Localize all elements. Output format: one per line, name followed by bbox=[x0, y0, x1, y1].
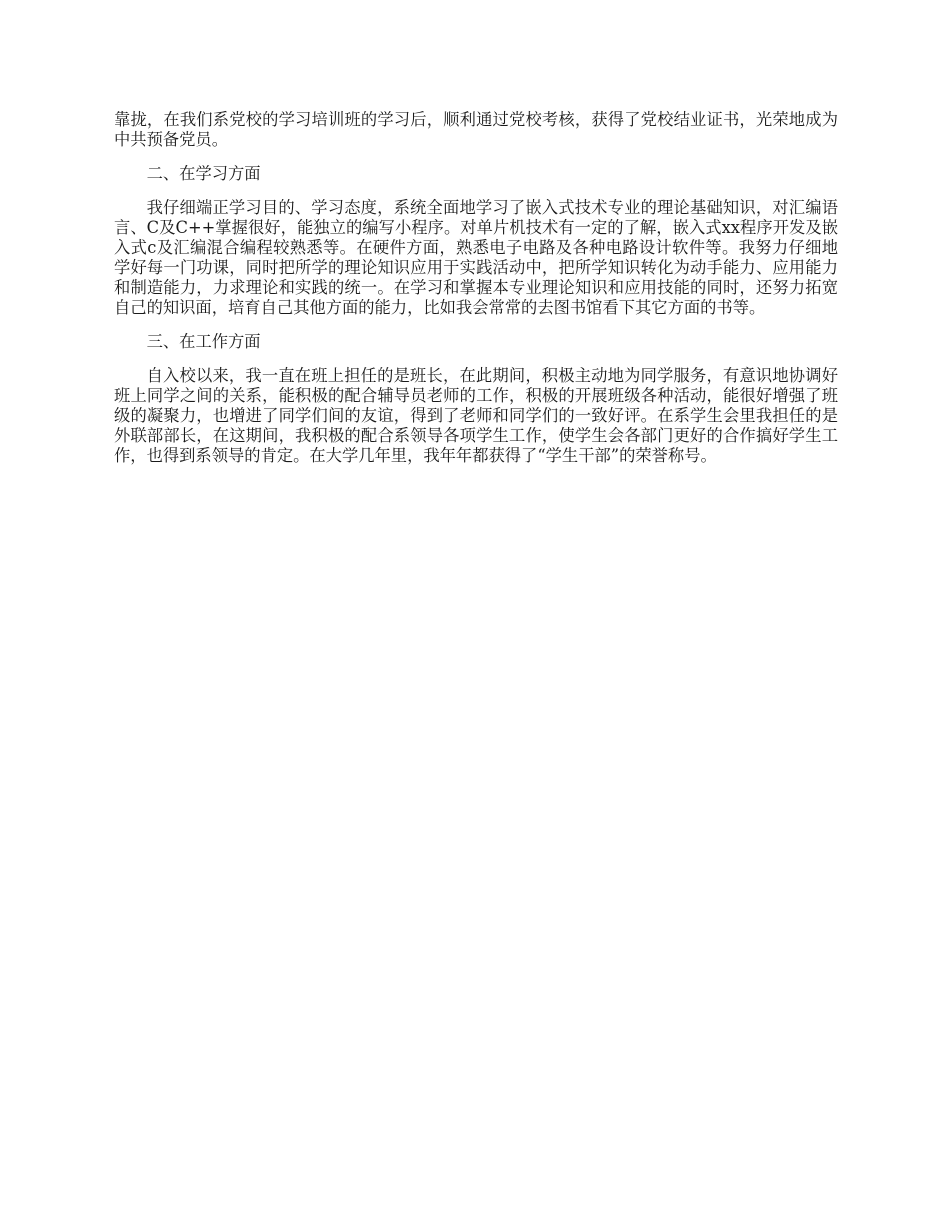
paragraph-party-membership: 靠拢，在我们系党校的学习培训班的学习后，顺利通过党校考核，获得了党校结业证书，光荣地成为中共预备党员。 bbox=[114, 110, 838, 149]
section-heading-study: 二、在学习方面 bbox=[146, 164, 261, 183]
paragraph-work: 自入校以来，我一直在班上担任的是班长，在此期间，积极主动地为同学服务，有意识地协调好班上同学之间的关系，能积极的配合辅导员老师的工作，积极的开展班级各种活动，能很好增强了班级的凝聚力，也增进了同学们间的友谊，得到了老师和同学们的一致好评。在系学生会里我担任的是外联部部长，在这期间，我积极的配合系领导各项学生工作，使学生会各部门更好的合作搞好学生工作，也得到系领导的肯定。在大学几年里，我年年都获得了“学生干部”的荣誉称号。 bbox=[114, 366, 838, 465]
paragraph-study: 我仔细端正学习目的、学习态度，系统全面地学习了嵌入式技术专业的理论基础知识，对汇编语言、C及C++掌握很好，能独立的编写小程序。对单片机技术有一定的了解，嵌入式xx程序开发及嵌入式c及汇编混合编程较熟悉等。在硬件方面，熟悉电子电路及各种电路设计软件等。我努力仔细地学好每一门功课，同时把所学的理论知识应用于实践活动中，把所学知识转化为动手能力、应用能力和制造能力，力求理论和实践的统一。在学习和掌握本专业理论知识和应用技能的同时，还努力拓宽自己的知识面，培育自己其他方面的能力，比如我会常常的去图书馆看下其它方面的书等。 bbox=[114, 198, 838, 317]
section-heading-work: 三、在工作方面 bbox=[146, 332, 261, 351]
document-page bbox=[114, 110, 838, 466]
